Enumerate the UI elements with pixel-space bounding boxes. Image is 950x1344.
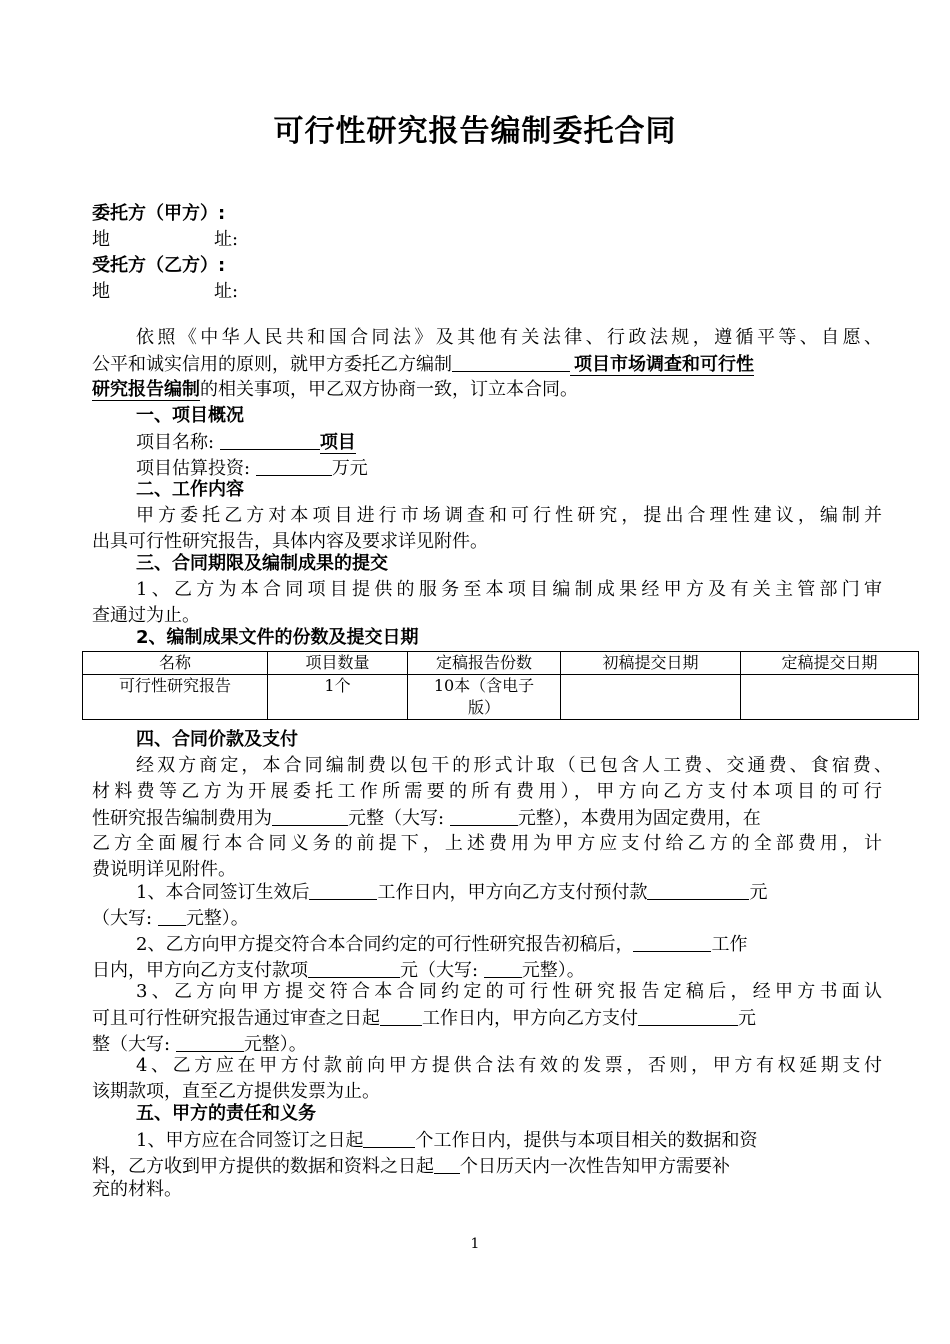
blank-field — [309, 879, 377, 900]
party-a-label: 委托方（甲方）: — [92, 203, 226, 224]
blank-field — [452, 351, 570, 372]
body-text: 个日历天内一次性告知甲方需要补 — [460, 1156, 730, 1177]
project-title-underlined: 研究报告编制 — [92, 379, 200, 400]
body-line — [92, 1153, 730, 1180]
body-line: 充的材料。 — [92, 1179, 182, 1200]
blank-field — [363, 1127, 415, 1148]
blank-field — [256, 455, 332, 476]
section-heading: 四、合同价款及支付 — [136, 729, 298, 750]
project-name-value: 项目 — [319, 432, 356, 453]
body-line: 费说明详见附件。 — [92, 859, 236, 880]
address-label-char: 地 — [92, 281, 110, 302]
body-text: 可且可行性研究报告通过审查之日起 — [92, 1008, 380, 1029]
table-header-cell: 定稿提交日期 — [741, 652, 919, 675]
address-label-char: 址: — [214, 281, 239, 302]
blank-field — [450, 805, 518, 826]
table-header-cell: 定稿报告份数 — [408, 652, 561, 675]
blank-field — [308, 957, 400, 978]
body-line — [136, 1127, 757, 1154]
table-cell: 可行性研究报告 — [83, 675, 268, 720]
payment-line: 该期款项，直至乙方提供发票为止。 — [92, 1081, 380, 1102]
body-text: 元（大写: — [400, 960, 479, 981]
body-text: 元 — [749, 882, 768, 903]
sub-heading: 2、编制成果文件的份数及提交日期 — [136, 627, 419, 648]
intro-line — [92, 377, 578, 403]
body-text: 料，乙方收到甲方提供的数据和资料之日起 — [92, 1156, 434, 1177]
blank-field — [176, 1031, 244, 1052]
project-name-line — [136, 429, 356, 456]
payment-line: 4、乙方应在甲方付款前向甲方提供合法有效的发票，否则，甲方有权延期支付 — [136, 1055, 882, 1076]
body-text: 元整）。 — [243, 1034, 307, 1055]
project-title-underlined: 项目市场调查和可行性 — [570, 354, 754, 376]
body-line: 出具可行性研究报告，具体内容及要求详见附件。 — [92, 531, 488, 552]
section-heading: 二、工作内容 — [136, 479, 244, 500]
blank-field — [434, 1153, 460, 1174]
document-title: 可行性研究报告编制委托合同 — [273, 114, 677, 149]
payment-line — [92, 905, 249, 932]
submission-table — [82, 651, 919, 720]
payment-line: 3、乙方向甲方提交符合本合同约定的可行性研究报告定稿后，经甲方书面认 — [136, 981, 882, 1002]
body-line: 经双方商定，本合同编制费以包干的形式计取（已包含人工费、交通费、食宿费、 — [136, 755, 892, 776]
page-number: 1 — [470, 1236, 480, 1252]
body-text: 2、乙方向甲方提交符合本合同约定的可行性研究报告初稿后， — [136, 934, 634, 955]
section-heading: 三、合同期限及编制成果的提交 — [136, 553, 388, 574]
table-header-row — [83, 652, 919, 675]
intro-line — [92, 351, 754, 378]
body-text: 元整）。 — [521, 960, 585, 981]
section-heading: 一、项目概况 — [136, 405, 244, 426]
intro-line: 依照《中华人民共和国合同法》及其他有关法律、行政法规，遵循平等、自愿、 — [136, 327, 882, 348]
body-text: 元整（大写: — [348, 808, 445, 829]
party-b-label: 受托方（乙方）: — [92, 255, 226, 276]
party-a-address — [92, 227, 238, 253]
party-b-address — [92, 279, 238, 305]
intro-text: 的相关事项，甲乙双方协商一致，订立本合同。 — [200, 379, 578, 400]
invest-unit: 万元 — [331, 458, 368, 479]
blank-field — [484, 957, 522, 978]
section-heading: 五、甲方的责任和义务 — [136, 1103, 316, 1124]
body-text: 工作日内，甲方向乙方支付 — [422, 1008, 638, 1029]
table-cell — [408, 675, 561, 720]
table-header-cell: 项目数量 — [268, 652, 408, 675]
table-cell — [561, 675, 741, 720]
body-text: 个工作日内，提供与本项目相关的数据和资 — [415, 1130, 758, 1151]
cell-text: 10本（含电子 — [433, 676, 535, 695]
blank-field — [633, 931, 711, 952]
body-text: （大写: — [92, 908, 153, 929]
body-text: 工作日内，甲方向乙方支付预付款 — [377, 882, 648, 903]
table-cell: 1个 — [268, 675, 408, 720]
blank-field — [638, 1005, 738, 1026]
cell-text: 版） — [467, 698, 500, 717]
table-cell — [741, 675, 919, 720]
body-line — [92, 805, 761, 832]
body-text: 元 — [738, 1008, 756, 1029]
blank-field — [220, 429, 320, 450]
project-name-label: 项目名称: — [136, 432, 215, 453]
body-text: 1、甲方应在合同签订之日起 — [136, 1130, 364, 1151]
payment-line — [92, 1005, 756, 1032]
body-text: 整（大写: — [92, 1034, 171, 1055]
body-text: 工作 — [711, 934, 748, 955]
body-text: 性研究报告编制费用为 — [92, 808, 272, 829]
table-header-cell: 名称 — [83, 652, 268, 675]
blank-field — [272, 805, 348, 826]
intro-text: 公平和诚实信用的原则，就甲方委托乙方编制 — [92, 354, 452, 375]
blank-field — [158, 905, 186, 926]
body-line: 1、乙方为本合同项目提供的服务至本项目编制成果经甲方及有关主管部门审 — [136, 579, 882, 600]
body-text: 1、本合同签订生效后 — [136, 882, 310, 903]
body-line: 甲方委托乙方对本项目进行市场调查和可行性研究，提出合理性建议，编制并 — [136, 505, 882, 526]
body-text: 日内，甲方向乙方支付款项 — [92, 960, 308, 981]
payment-line — [136, 879, 767, 906]
blank-field — [380, 1005, 422, 1026]
table-header-cell: 初稿提交日期 — [561, 652, 741, 675]
body-line: 查通过为止。 — [92, 605, 200, 626]
body-text: 元整），本费用为固定费用，在 — [517, 808, 761, 829]
payment-line — [136, 931, 747, 958]
address-label-char: 地 — [92, 229, 110, 250]
body-line: 材料费等乙方为开展委托工作所需要的所有费用），甲方向乙方支付本项目的可行 — [92, 781, 882, 802]
table-row — [83, 675, 919, 720]
project-invest-label: 项目估算投资: — [136, 458, 251, 479]
address-label-char: 址: — [214, 229, 239, 250]
body-line: 乙方全面履行本合同义务的前提下，上述费用为甲方应支付给乙方的全部费用，计 — [92, 833, 882, 854]
blank-field — [647, 879, 749, 900]
body-text: 元整）。 — [185, 908, 249, 929]
